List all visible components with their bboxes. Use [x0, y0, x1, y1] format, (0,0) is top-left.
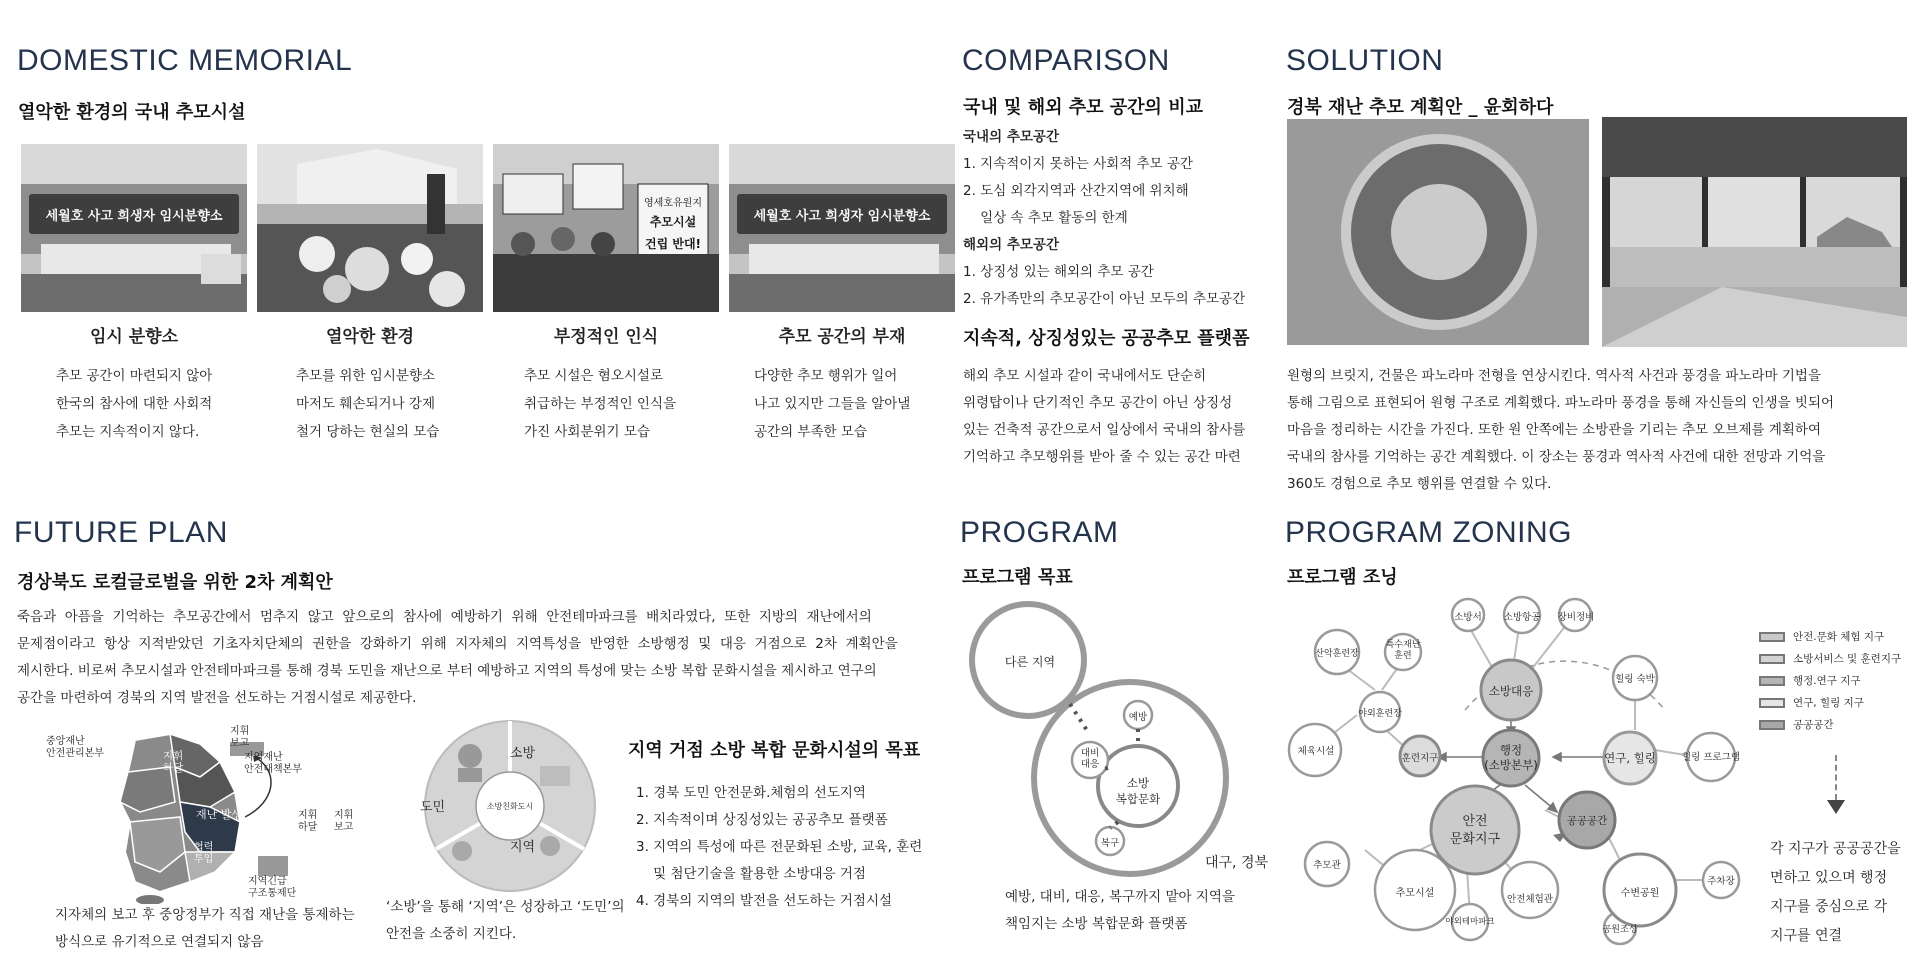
comparison-list: 국내의 추모공간 1. 지속적이지 못하는 사회적 추모 공간 2. 도심 외각지역과 산간지역에 위치해 일상 속 추모 활동의 한계 해외의 추모공간 1. 상징성 있는 해외의 추모 공간 2. 유가족만의 추모공간이 아닌 모두의 추모공간: [963, 124, 1245, 313]
zone-memorial: 추모시설: [1395, 888, 1435, 899]
zone-waterside: 수변공원: [1620, 888, 1660, 899]
zone-research: 연구, 힐링: [1604, 751, 1656, 765]
platform-title: 지속적, 상징성있는 공공추모 플랫폼: [963, 328, 1250, 349]
solution-body: 원형의 브릿지, 건물은 파노라마 전형을 연상시킨다. 역사적 사건과 풍경을 파노라마 기법을 통해 그림으로 표현되어 원형 구조로 계획했다. 파노라마 풍경을 통해 자신들의 인생을 빗되어 마음을 정리하는 시간을 가진다. 또한 원 안쪽에는 소방관을 기리는 추모 오브제를 계획하여 국내의 참사를 기억하는 공간 계획했다. 이 장소는 풍경과 역사적 사건에 대한 전망과 기억을 360도 경험으로 추모 행위를 연결할 수 있다.: [1287, 368, 1835, 492]
program-node-recover: 복구: [1100, 838, 1120, 849]
program-subheading: 프로그램 목표: [962, 567, 1073, 588]
item-body-3: 추모 시설은 혐오시설로 취급하는 부정적인 인식을 가진 사회분위기 모습: [524, 368, 677, 440]
legend-label-4: 연구, 힐링 지구: [1793, 697, 1864, 709]
cycle-caption: ‘소방’을 통해 ‘지역’은 성장하고 ‘도민’의 안전을 소중히 지킨다.: [386, 899, 625, 942]
program-caption: 예방, 대비, 대응, 복구까지 맡아 지역을 책임지는 소방 복합문화 플랫폼: [1005, 889, 1235, 932]
map-caption: 지자체의 보고 후 중앙정부가 직접 재난을 통제하는 방식으로 유기적으로 연결되지 않음: [55, 907, 355, 950]
zone-public: 공공공간: [1566, 815, 1608, 827]
program-node-center: 소방 복합문화: [1115, 776, 1161, 806]
solution-heading: SOLUTION: [1286, 44, 1444, 77]
legend-dashed-line: [1835, 755, 1837, 800]
map-label-disaster-hq: 지역재난 안전대책본부: [244, 752, 302, 775]
zone-heal-prog: 힐링 프로그램: [1681, 752, 1741, 763]
goal-title: 지역 거점 소방 복합 문화시설의 목표: [628, 740, 921, 761]
zoning-heading: PROGRAM ZONING: [1285, 516, 1573, 549]
overseas-label: 해외의 추모공간: [963, 237, 1059, 253]
legend-swatch-2: [1759, 654, 1785, 664]
zoning-subheading: 프로그램 조닝: [1287, 567, 1398, 588]
solution-subheading: 경북 재난 추모 계획안 _ 윤회하다: [1287, 97, 1554, 118]
platform-body: 해외 추모 시설과 같이 국내에서도 단순히 위령탑이나 단기적인 추모 공간이 아닌 상징성 있는 건축적 공간으로서 일상에서 국내의 참사를 기억하고 추모행위를 받아 줄 수 있는 공간 마련: [963, 368, 1246, 465]
comparison-subheading: 국내 및 해외 추모 공간의 비교: [963, 97, 1203, 118]
sign-text-3: 건립 반대!: [644, 237, 702, 251]
zone-gym: 체육시설: [1297, 746, 1335, 757]
goal-list: 1. 경북 도민 안전문화.체험의 선도지역 2. 지속적이며 상징성있는 공공추모 플랫폼 3. 지역의 특성에 따른 전문화된 소방, 교육, 훈련 및 첨단기술을 활용한 소방대응 거점 4. 경북의 지역의 발전을 선도하는 거점시설: [636, 785, 923, 909]
program-outer-label: 다른 지역: [1004, 655, 1056, 669]
zone-memorial-hall: 추모관: [1313, 860, 1341, 871]
map-label-order-right: 지휘 하달: [298, 810, 318, 833]
map-label-hq: 중앙재난 안전관리본부: [46, 736, 104, 759]
zone-training: 훈련지구: [1401, 753, 1439, 764]
photo-damaged-altar: [257, 144, 483, 312]
program-node-prevent: 예방: [1128, 712, 1148, 723]
legend-swatch-1: [1759, 632, 1785, 642]
sign-text-1: 영세호유원지: [644, 198, 702, 209]
zoning-legend: [1757, 628, 1917, 758]
zone-parking: 주차장: [1707, 876, 1735, 887]
cycle-citizen: 도민: [420, 800, 446, 815]
photo-protest: [493, 144, 719, 312]
legend-swatch-4: [1759, 698, 1785, 708]
plan-diagram: [1287, 119, 1589, 345]
legend-swatch-3: [1759, 676, 1785, 686]
zoning-caption: 각 지구가 공공공간을 면하고 있으며 행정 지구를 중심으로 각 지구를 연결: [1770, 841, 1901, 944]
photo-absence: [729, 144, 955, 312]
legend-label-3: 행정.연구 지구: [1793, 675, 1861, 687]
banner-text-2: 세월호 사고 희생자 임시분향소: [753, 209, 931, 224]
zone-fire-air: 소방항공: [1503, 612, 1541, 623]
map-label-report-top: 지휘 보고: [230, 726, 250, 749]
photo-temporary-altar: [21, 144, 247, 312]
cycle-region: 지역: [510, 840, 536, 855]
future-body: 죽음과 아픔을 기억하는 추모공간에서 멈추지 않고 앞으로의 참사에 예방하기 위해 안전테마파크를 배치라였다, 또한 지방의 재난에서의 문제점이라고 항상 지적받았던 기초자치단체의 권한을 강화하기 위해 지자체의 지역특성을 반영한 소방행정 및 대응 거점으로 2차 계획안을 제시한다. 비로써 추모시설과 안전테마파크를 통해 경북 도민을 재난으로 부터 예방하고 지역의 특성에 맞는 소방 복합 문화시설을 제시하고 연구의 공간을 마련하여 경북의 지역 발전을 선도하는 거점시설로 제공한다.: [17, 609, 898, 706]
zone-mountain: 산악훈련장: [1315, 649, 1359, 659]
comparison-heading: COMPARISON: [962, 44, 1170, 77]
legend-swatch-5: [1759, 720, 1785, 730]
legend-label-1: 안전.문화 체험 지구: [1793, 631, 1885, 643]
item-title-1: 임시 분향소: [89, 327, 179, 347]
zone-outdoor: 야외훈련장: [1358, 709, 1402, 719]
zone-outdoor-theme: 야외테마파크: [1445, 917, 1495, 927]
map-label-report-right: 지휘 보고: [334, 810, 354, 833]
zone-safety: 안전 문화지구: [1449, 814, 1501, 847]
banner-text-1: 세월호 사고 희생자 임시분향소: [45, 209, 223, 224]
zone-fire-response: 소방대응: [1488, 684, 1534, 698]
down-arrow-icon: [1827, 800, 1845, 814]
program-node-prepare: 대비 대응: [1080, 748, 1100, 770]
item-body-2: 추모를 위한 임시분향소 마저도 훼손되거나 강제 철거 당하는 현실의 모습: [296, 368, 440, 440]
zone-park: 공원조성: [1602, 925, 1638, 935]
map-label-occur: 재난 발생: [196, 808, 243, 821]
future-heading: FUTURE PLAN: [14, 516, 228, 549]
zone-heal-stay: 힐링 숙박: [1615, 674, 1655, 685]
item-title-2: 열악한 환경: [325, 327, 415, 347]
item-body-4: 다양한 추모 행위가 일어 나고 있지만 그들을 알아낼 공간의 부족한 모습: [754, 368, 911, 440]
domestic-label: 국내의 추모공간: [963, 129, 1059, 145]
map-label-cooperate: 협력 투입: [194, 842, 214, 865]
panorama-render: [1602, 117, 1907, 347]
domestic-heading: DOMESTIC MEMORIAL: [17, 44, 353, 77]
legend-label-2: 소방서비스 및 훈련지구: [1793, 653, 1902, 665]
legend-label-5: 공공공간: [1793, 719, 1834, 731]
item-body-1: 추모 공간이 마련되지 않아 한국의 참사에 대한 사회적 추모는 지속적이지 않다.: [56, 368, 213, 440]
item-title-4: 추모 공간의 부재: [778, 327, 906, 347]
zone-special: 특수재난 훈련: [1385, 640, 1421, 661]
zone-admin: 행정 (소방본부): [1484, 743, 1538, 772]
zone-equipment: 장비정비: [1557, 612, 1595, 623]
zone-fire-station: 소방서: [1454, 612, 1482, 623]
program-heading: PROGRAM: [960, 516, 1119, 549]
zone-safety-exp: 안전체험관: [1507, 894, 1553, 905]
cycle-fire: 소방: [510, 746, 536, 761]
program-region-label: 대구, 경북: [1205, 855, 1268, 871]
item-title-3: 부정적인 인식: [553, 327, 659, 347]
sign-text-2: 추모시설: [649, 215, 697, 229]
cycle-center: 소방친화도시: [486, 802, 534, 811]
domestic-subheading: 열악한 환경의 국내 추모시설: [18, 102, 246, 123]
map-label-order-left: 지휘 하달: [163, 750, 184, 774]
map-label-rescue: 지역긴급 구조통제단: [248, 876, 297, 899]
future-subheading: 경상북도 로컬글로벌을 위한 2차 계획안: [17, 572, 333, 593]
